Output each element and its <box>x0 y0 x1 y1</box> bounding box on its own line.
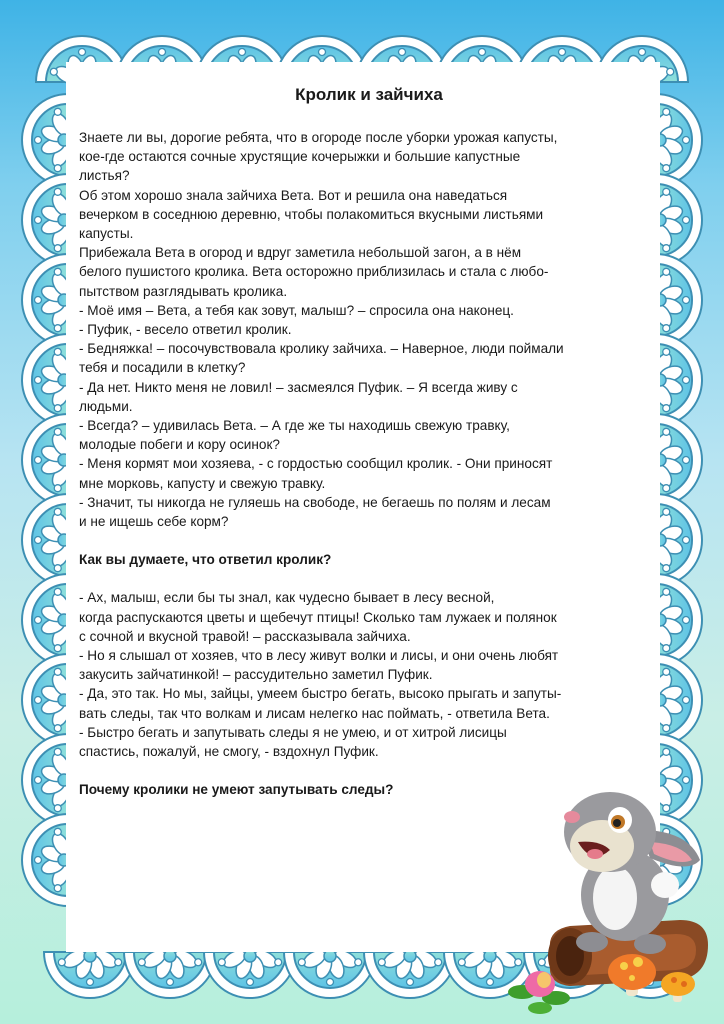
story-line: с сочной и вкусной травой! – рассказывала зайчиха. <box>79 628 411 644</box>
story-line: вечерком в соседнюю деревню, чтобы полакомиться вкусными листьями <box>79 206 544 222</box>
story-line: - Пуфик, - весело ответил кролик. <box>79 322 292 338</box>
story-line: - Быстро бегать и запутывать следы я не умею, и от хитрой лисицы <box>79 724 507 740</box>
scallop-flower <box>124 947 216 998</box>
story-line: белого пушистого кролика. Вета осторожно приблизилась и стала с любо- <box>79 264 549 280</box>
scallop-flower <box>364 947 456 998</box>
story-line: людьми. <box>79 398 133 414</box>
story-line: - Бедняжка! – посочувствовала кролику зайчиха. – Наверное, люди поймали <box>79 341 564 357</box>
story-line: Об этом хорошо знала зайчиха Вета. Вот и решила она наведаться <box>79 187 508 203</box>
story-content <box>79 84 669 800</box>
story-part-1 <box>79 128 669 531</box>
story-line: - Да нет. Никто меня не ловил! – засмеялся Пуфик. – Я всегда живу с <box>79 379 518 395</box>
story-line: пытством разглядывать кролика. <box>79 283 288 299</box>
bunny-on-log-illustration <box>500 770 724 1020</box>
story-line: вать следы, так что волкам и лисам нелегко нас поймать, - ответила Вета. <box>79 705 550 721</box>
story-line: кое-где остаются сочные хрустящие кочерыжки и большие капустные <box>79 149 521 165</box>
story-line: когда распускаются цветы и щебечут птицы! Сколько там лужаек и полянок <box>79 609 557 625</box>
scallop-flower <box>284 947 376 998</box>
story-line: - Ах, малыш, если бы ты знал, как чудесно бывает в лесу весной, <box>79 590 495 606</box>
story-line: тебя и посадили в клетку? <box>79 360 246 376</box>
story-part-2 <box>79 588 669 761</box>
story-line: - Меня кормят мои хозяева, - с гордостью сообщил кролик. - Они приносят <box>79 456 553 472</box>
story-line: закусить зайчатинкой! – рассудительно заметил Пуфик. <box>79 667 433 683</box>
question-1: Как вы думаете, что ответил кролик? <box>79 552 332 568</box>
story-title: Кролик и зайчиха <box>295 85 443 104</box>
story-line: - Значит, ты никогда не гуляешь на свободе, не бегаешь по полям и лесам <box>79 494 551 510</box>
story-line: Знаете ли вы, дорогие ребята, что в огороде после уборки урожая капусты, <box>79 130 558 145</box>
story-line: капусты. <box>79 226 134 242</box>
question-2: Почему кролики не умеют запутывать следы? <box>79 782 394 798</box>
story-line: - Но я слышал от хозяев, что в лесу живут волки и лисы, и они очень любят <box>79 648 559 664</box>
story-line: спастись, пожалуй, не смогу, - вздохнул Пуфик. <box>79 744 379 760</box>
story-line: - Всегда? – удивилась Вета. – А где же ты находишь свежую травку, <box>79 418 510 434</box>
scallop-flower <box>44 947 136 998</box>
story-line: молодые побеги и кору осинок? <box>79 437 280 453</box>
story-line: - Моё имя – Вета, а тебя как зовут, малыш? – спросила она наконец. <box>79 302 514 318</box>
story-line: Прибежала Вета в огород и вдруг заметила небольшой загон, а в нём <box>79 245 522 261</box>
story-line: - Да, это так. Но мы, зайцы, умеем быстро бегать, высоко прыгать и запуты- <box>79 686 562 702</box>
story-line: и не ищешь себе корм? <box>79 514 229 530</box>
scallop-flower <box>204 947 296 998</box>
story-line: листья? <box>79 168 130 184</box>
story-line: мне морковь, капусту и свежую травку. <box>79 475 326 491</box>
